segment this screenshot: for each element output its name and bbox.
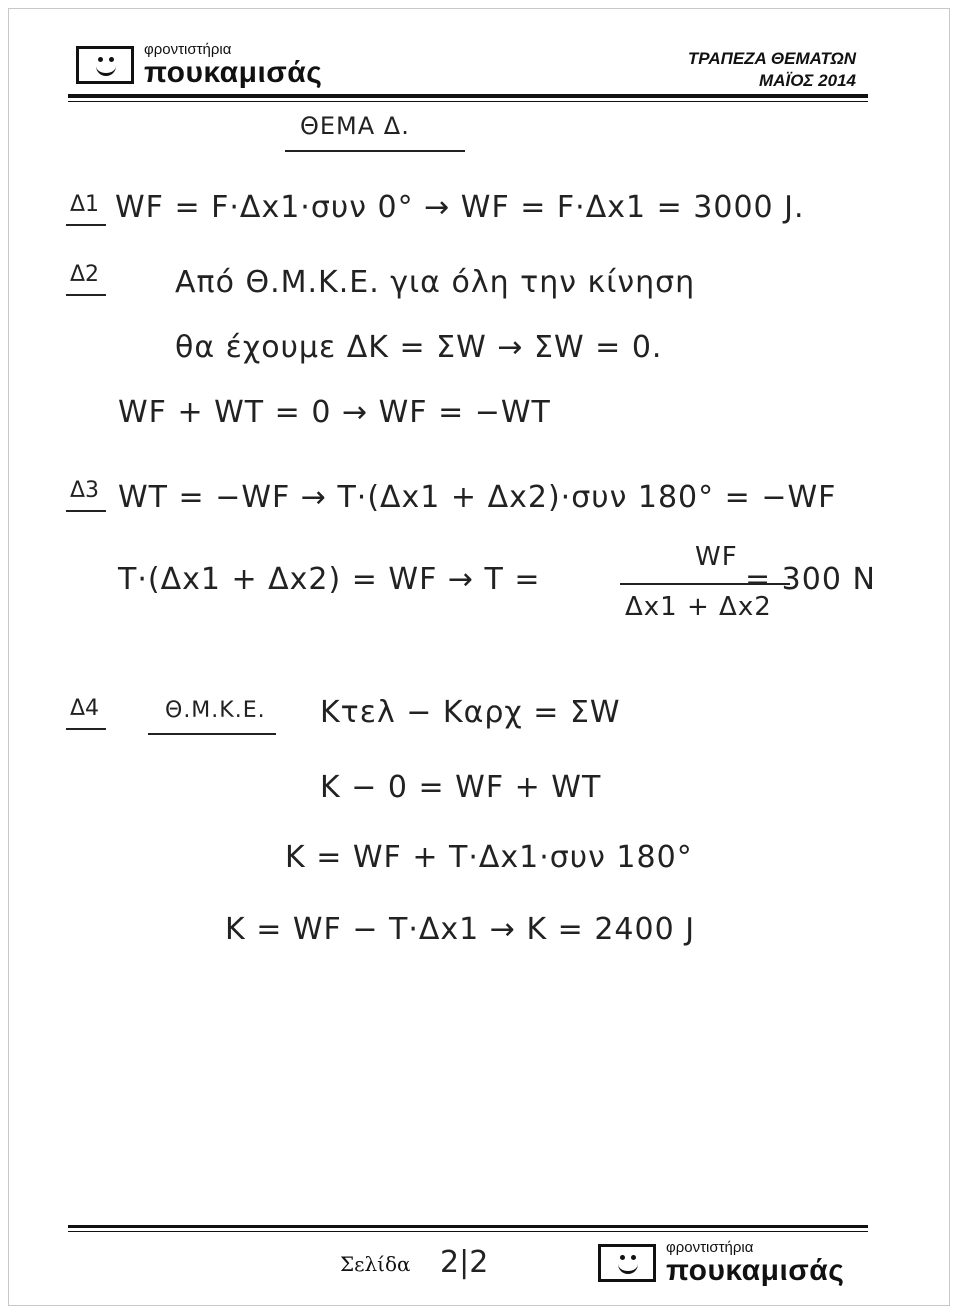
header-subtitle: ΜΑΪΟΣ 2014 [759, 71, 856, 90]
d4-line4: K = WF − T·Δx1 → K = 2400 J [225, 912, 696, 947]
footer-rule-thin [68, 1231, 868, 1232]
d1-label-underline [66, 224, 106, 226]
d2-label: Δ2 [70, 262, 100, 287]
heading-underline [285, 150, 465, 152]
d2-line2: θα έχουμε ΔK = ΣW → ΣW = 0. [175, 330, 663, 365]
solution-heading: ΘΕΜΑ Δ. [300, 112, 410, 140]
d3-fraction-denominator: Δx1 + Δx2 [625, 592, 772, 622]
d1-line1: WF = F·Δx1·συν 0° → WF = F·Δx1 = 3000 J. [115, 190, 805, 225]
d2-line3: WF + WT = 0 → WF = −WT [118, 395, 551, 430]
d4-line3: K = WF + T·Δx1·συν 180° [285, 840, 693, 875]
d3-label-underline [66, 510, 106, 512]
footer-rule [68, 1225, 868, 1228]
d3-fraction-numerator: WF [695, 542, 738, 572]
logo-tagline: φροντιστήρια [666, 1239, 754, 1256]
logo-brand: πουκαμισάς [666, 1254, 845, 1287]
d2-label-underline [66, 294, 106, 296]
logo-brand: πουκαμισάς [144, 56, 323, 89]
header-title: ΤΡΑΠΕΖΑ ΘΕΜΑΤΩΝ [687, 49, 856, 68]
page-number: 2|2 [440, 1245, 489, 1280]
d1-label: Δ1 [70, 192, 100, 217]
d4-label: Δ4 [70, 696, 100, 721]
logo-face-icon [76, 46, 134, 84]
header-rule-thin [68, 101, 868, 102]
d2-line1: Από Θ.Μ.Κ.Ε. για όλη την κίνηση [175, 265, 696, 300]
d4-sub-label-underline [148, 733, 276, 735]
d3-line2-right: = 300 N [745, 562, 876, 597]
header-logo [76, 42, 322, 88]
d4-sub-label: Θ.Μ.Κ.Ε. [165, 698, 266, 723]
d4-line1: Kτελ − Kαρχ = ΣW [320, 695, 621, 730]
d3-line2-left: T·(Δx1 + Δx2) = WF → T = [118, 562, 541, 597]
page-label: Σελίδα [340, 1252, 411, 1276]
logo-tagline: φροντιστήρια [144, 41, 232, 58]
d4-label-underline [66, 728, 106, 730]
d3-label: Δ3 [70, 478, 100, 503]
header-titles [688, 48, 856, 92]
d4-line2: K − 0 = WF + WT [320, 770, 602, 805]
logo-face-icon [598, 1244, 656, 1282]
d3-line1: WT = −WF → T·(Δx1 + Δx2)·συν 180° = −WF [118, 480, 837, 515]
header-rule [68, 94, 868, 98]
footer-logo [598, 1240, 844, 1286]
